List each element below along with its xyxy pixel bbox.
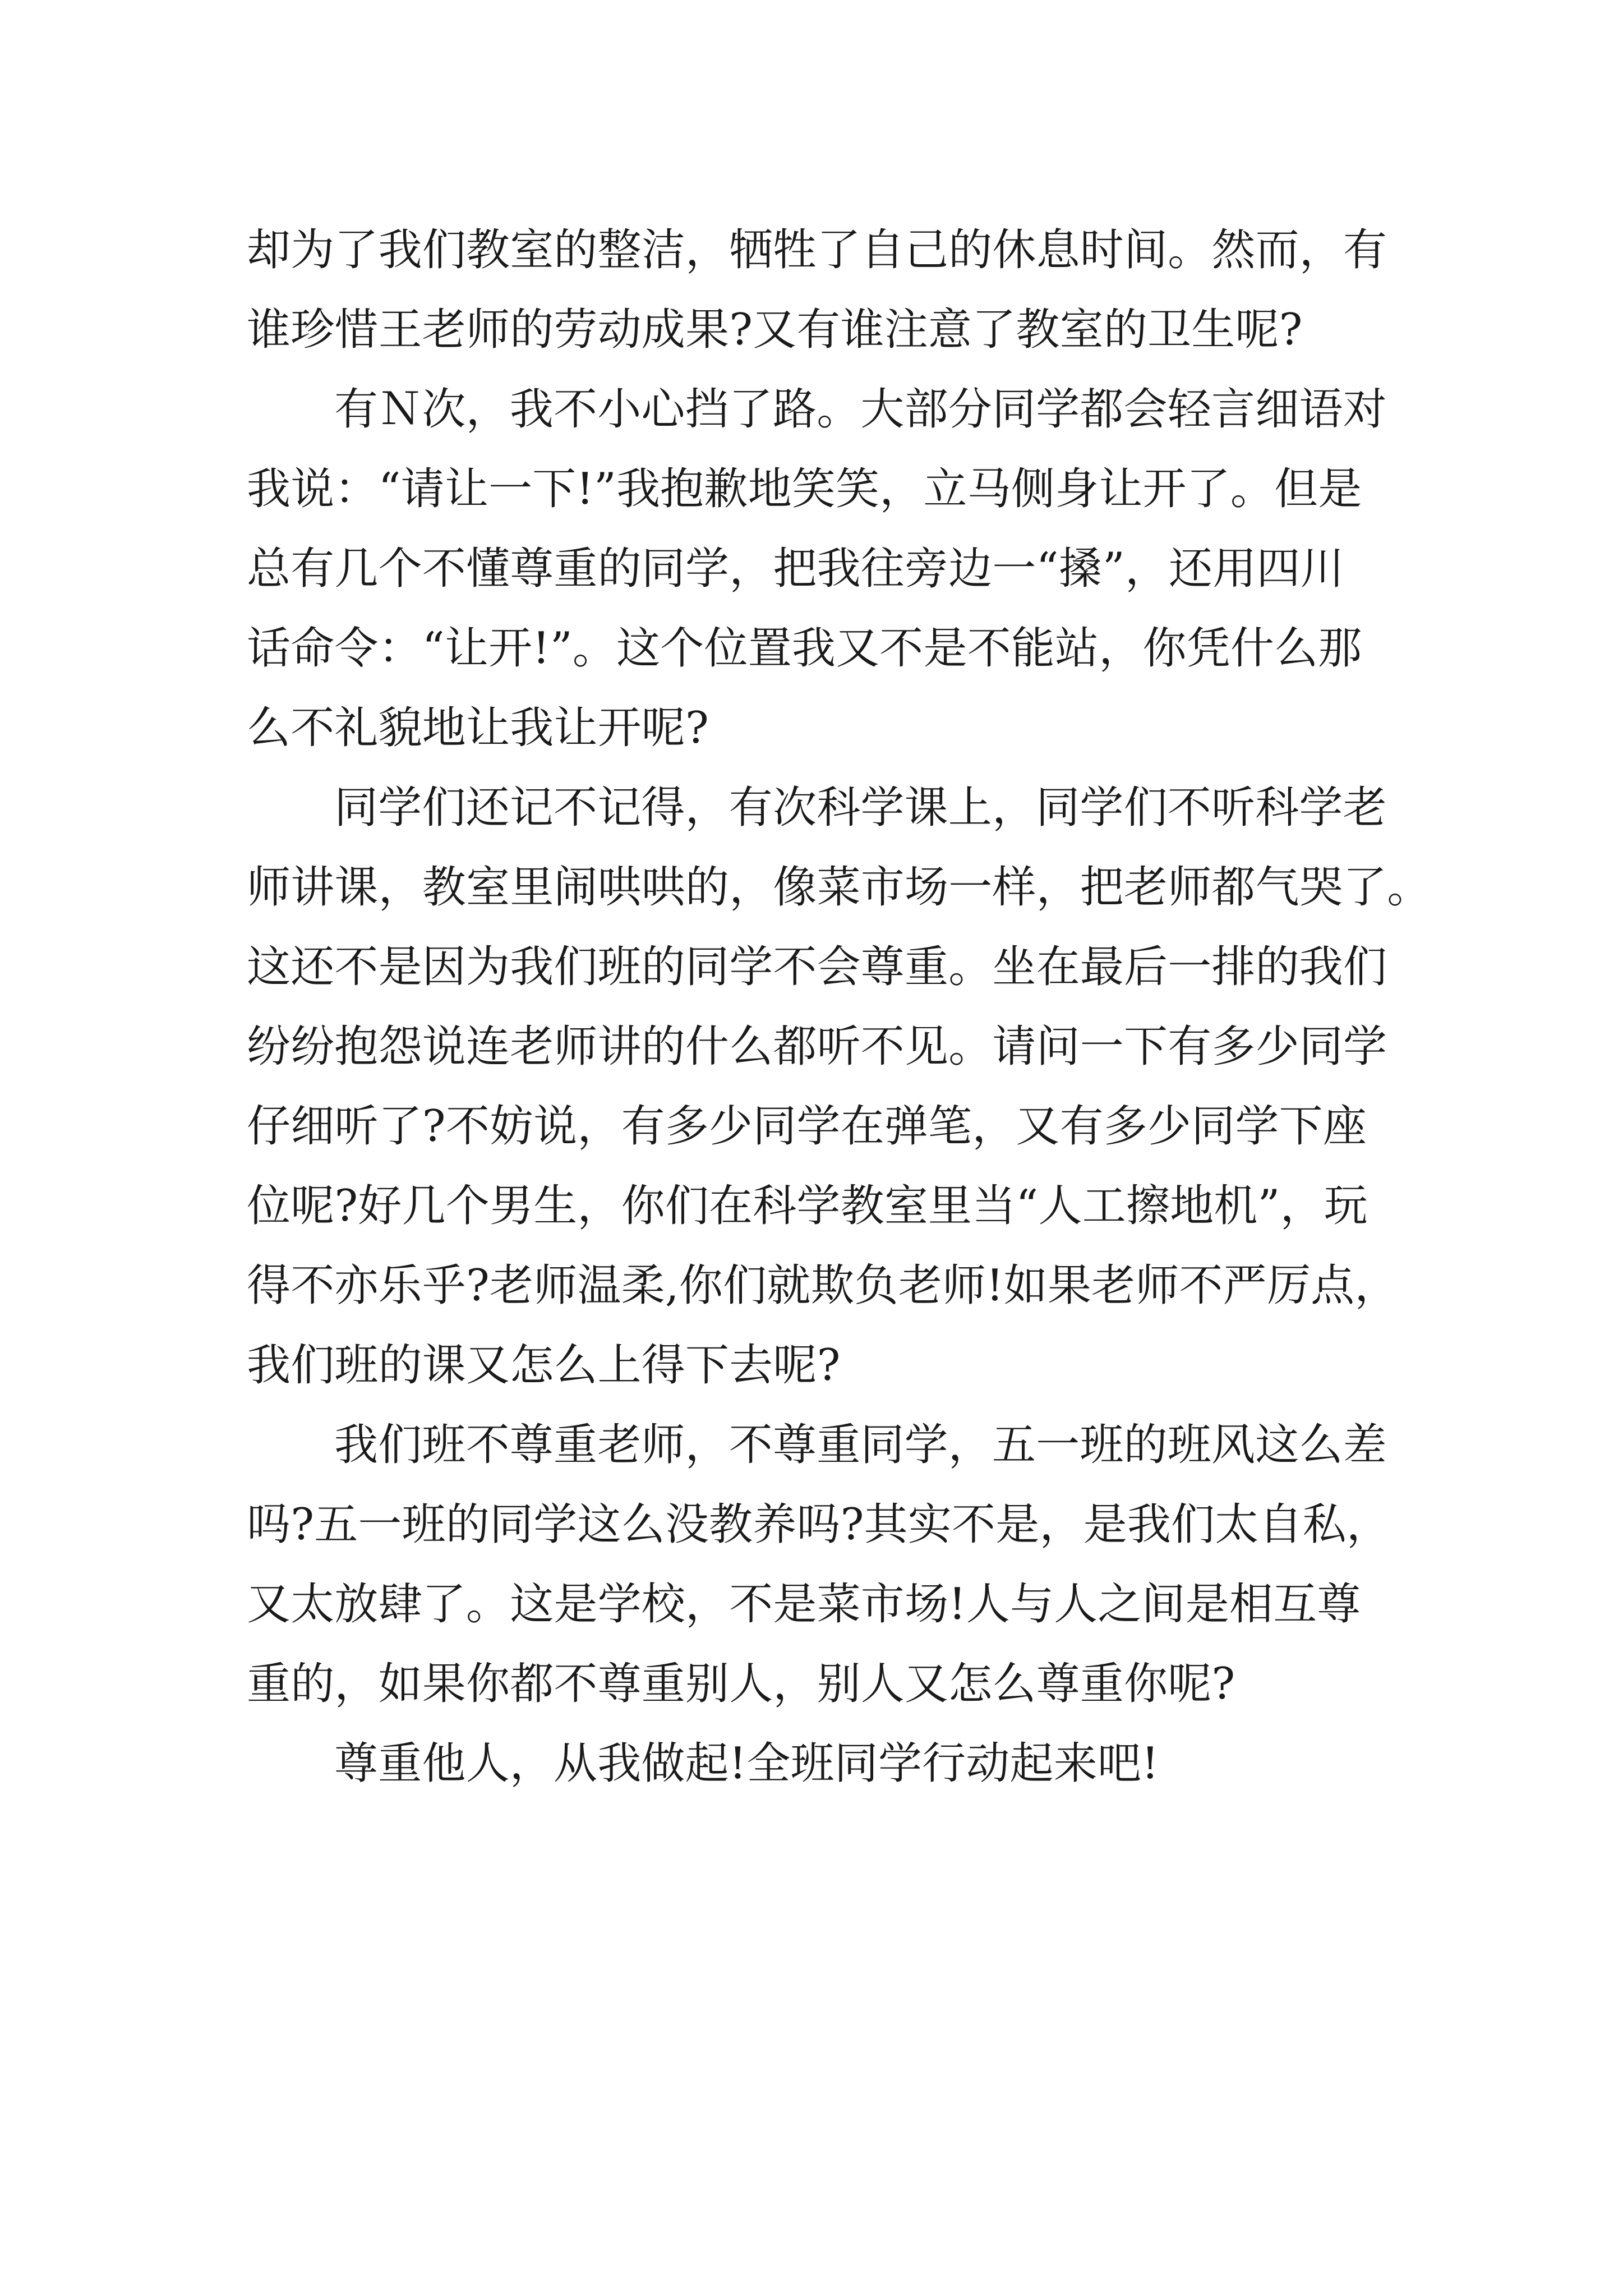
text-line: 同学们还记不记得，有次科学课上，同学们不听科学老 <box>334 783 1387 833</box>
text-line: 却为了我们教室的整洁，牺牲了自己的休息时间。然而，有 <box>247 225 1387 275</box>
paragraph <box>247 210 1396 370</box>
text-line: 吗?五一班的同学这么没教养吗?其实不是，是我们太自私， <box>247 1499 1391 1550</box>
text-line: 我们班不尊重老师，不尊重同学，五一班的班风这么差 <box>334 1420 1387 1470</box>
document-body <box>247 210 1431 1803</box>
text-line: 得不亦乐乎?老师温柔,你们就欺负老师!如果老师不严厉点， <box>247 1260 1399 1311</box>
text-line: 总有几个不懂尊重的同学，把我往旁边一“搡”，还用四川 <box>247 544 1344 594</box>
paragraph <box>247 1724 1396 1803</box>
text-line: 师讲课，教室里闹哄哄的，像菜市场一样，把老师都气哭了。 <box>247 862 1431 913</box>
text-line: 尊重他人，从我做起!全班同学行动起来吧! <box>334 1738 1159 1789</box>
text-line: 又太放肆了。这是学校，不是菜市场!人与人之间是相互尊 <box>247 1579 1361 1630</box>
paragraph <box>247 370 1396 768</box>
text-line: 么不礼貌地让我让开呢? <box>247 703 709 753</box>
text-line: 谁珍惜王老师的劳动成果?又有谁注意了教室的卫生呢? <box>247 305 1303 355</box>
text-line: 有Ｎ次，我不小心挡了路。大部分同学都会轻言细语对 <box>334 384 1387 435</box>
text-line: 仔细听了?不妨说，有多少同学在弹笔，又有多少同学下座 <box>247 1101 1367 1152</box>
text-line: 纷纷抱怨说连老师讲的什么都听不见。请问一下有多少同学 <box>247 1022 1387 1072</box>
text-line: 这还不是因为我们班的同学不会尊重。坐在最后一排的我们 <box>247 942 1387 992</box>
text-line: 重的，如果你都不尊重别人，别人又怎么尊重你呢? <box>247 1659 1235 1709</box>
text-line: 我说：“请让一下!”我抱歉地笑笑，立马侧身让开了。但是 <box>247 464 1362 514</box>
text-line: 话命令：“让开!”。这个位置我又不是不能站，你凭什么那 <box>247 623 1362 674</box>
paragraph <box>247 768 1431 1405</box>
text-line: 位呢?好几个男生，你们在科学教室里当“人工擦地机”，玩 <box>247 1181 1368 1231</box>
text-line: 我们班的课又怎么上得下去呢? <box>247 1340 841 1391</box>
paragraph <box>247 1405 1396 1724</box>
